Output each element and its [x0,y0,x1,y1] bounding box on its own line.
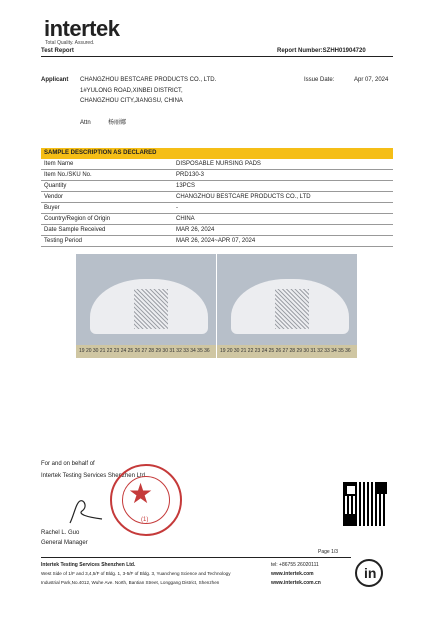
footer-address-1: West Side of 1/F and 3,4,5/F of Bldg. 1, 3-5/F of Bldg. 3, Yuancheng Science and Technology [41,571,231,576]
signoff-line-2: Intertek Testing Services Shenzhen Ltd. [41,473,147,479]
footer-web-2[interactable]: www.intertek.com.cn [271,580,321,586]
row-key: Item Name [41,159,173,170]
tagline: Total Quality. Assured. [45,40,95,46]
ruler: 19 20 30 21 22 23 24 25 26 27 28 29 30 31 32 33 34 35 36 [76,345,216,358]
footer-divider [41,557,351,558]
row-key: Quantity [41,181,173,192]
table-row [41,159,393,170]
applicant-line-1: CHANGZHOU BESTCARE PRODUCTS CO., LTD. [80,77,217,83]
row-value: PRD130-3 [173,170,393,181]
doc-type: Test Report [41,48,74,54]
footer-web-1[interactable]: www.intertek.com [271,571,314,577]
badge-label: in [364,565,377,581]
footer-company: Intertek Testing Services Shenzhen Ltd. [41,562,136,568]
qr-code [343,482,387,526]
sample-photo-front [76,254,216,358]
applicant-label: Applicant [41,77,69,83]
table-row [41,170,393,181]
row-value: 13PCS [173,181,393,192]
row-key: Date Sample Received [41,224,173,235]
row-value: CHINA [173,213,393,224]
table-row [41,213,393,224]
header-divider [41,56,393,57]
ruler: 19 20 30 21 22 23 24 25 26 27 28 29 30 31 32 33 34 35 36 [217,345,357,358]
company-seal [110,464,182,536]
signatory-title: General Manager [41,540,88,546]
row-value: CHANGZHOU BESTCARE PRODUCTS CO., LTD [173,192,393,203]
row-key: Item No./SKU No. [41,170,173,181]
attn-label: Attn [80,120,91,126]
table-row [41,224,393,235]
report-number: Report Number:SZHH01904720 [277,48,366,54]
footer-address-2: Industrial Park,No.4012, Wuhe Ave. North, Bantian Street, Longgang District, Shenzhen [41,580,220,585]
page-number: Page 1/3 [318,549,339,555]
sample-section-header: SAMPLE DESCRIPTION AS DECLARED [41,148,393,159]
table-row [41,181,393,192]
row-value: DISPOSABLE NURSING PADS [173,159,393,170]
signature-image [66,497,106,527]
intertek-badge-icon [355,559,383,587]
measurement-grid [275,289,309,329]
footer-tel: tel: +86755 26020111 [271,562,319,568]
issue-date-label: Issue Date: [304,77,335,83]
sample-photo-back [217,254,357,358]
row-key: Testing Period [41,235,173,246]
star-icon: ★ [128,478,154,509]
row-value: MAR 26, 2024~APR 07, 2024 [173,235,393,246]
table-row [41,235,393,246]
sample-table [41,159,393,247]
table-row [41,192,393,203]
signoff-line-1: For and on behalf of [41,461,95,467]
applicant-line-2: 1#YULONG ROAD,XINBEI DISTRICT, [80,88,183,94]
issue-date: Apr 07, 2024 [354,77,389,83]
seal-number: (1) [141,517,149,523]
row-value: MAR 26, 2024 [173,224,393,235]
row-value: - [173,203,393,214]
row-key: Buyer [41,203,173,214]
table-row [41,203,393,214]
row-key: Vendor [41,192,173,203]
measurement-grid [134,289,168,329]
signatory-name: Rachel L. Guo [41,530,80,536]
intertek-logo: intertek [44,16,120,41]
applicant-line-3: CHANGZHOU CITY,JIANGSU, CHINA [80,98,183,104]
attn-value: 杨丽娜 [108,120,127,126]
row-key: Country/Region of Origin [41,213,173,224]
